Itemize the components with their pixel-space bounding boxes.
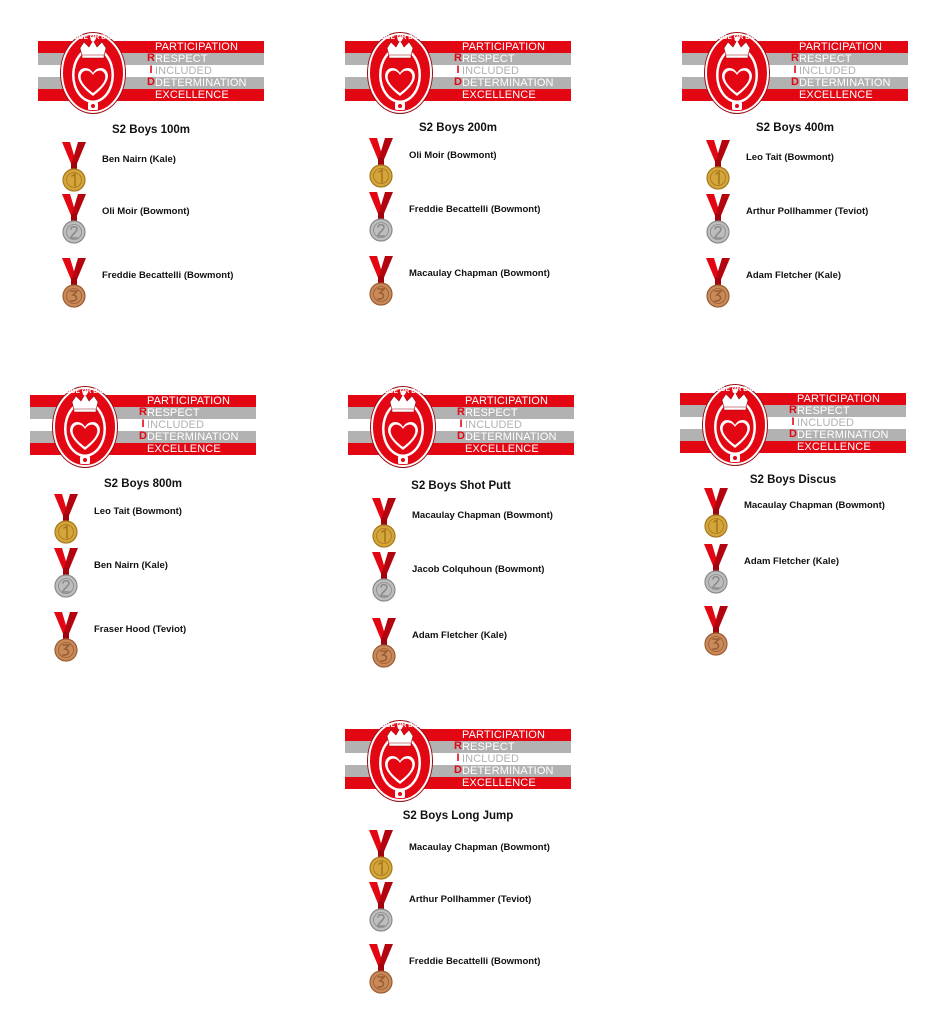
pride-value-word: EXCELLENCE: [147, 443, 221, 455]
pride-letter: D: [789, 428, 797, 440]
school-crest-icon: [365, 718, 435, 804]
event-block: [348, 390, 608, 670]
silver-medal-icon: [370, 552, 398, 606]
school-crest-icon: [58, 30, 128, 116]
crest-motto: DOE OR DIE: [715, 386, 755, 393]
event-block: [30, 390, 290, 670]
pride-letter: I: [456, 64, 460, 76]
pride-value-word: INCLUDED: [462, 753, 520, 765]
pride-letter: E: [139, 442, 147, 454]
pride-letter: D: [454, 764, 462, 776]
pride-values: [143, 395, 256, 455]
athlete-result: Macaulay Chapman (Bowmont): [412, 510, 553, 521]
pride-banner: [30, 390, 256, 468]
pride-value-word: INCLUDED: [799, 65, 857, 77]
bronze-medal-icon: [370, 618, 398, 672]
pride-letter: I: [456, 752, 460, 764]
pride-values: [151, 41, 264, 101]
school-crest-icon: [702, 30, 772, 116]
silver-medal-icon: [60, 194, 88, 248]
event-title: S2 Boys Discus: [749, 474, 837, 486]
crest-motto: DOE OR DIE: [73, 34, 113, 41]
event-block: [682, 36, 933, 316]
pride-letter: R: [791, 52, 799, 64]
pride-value-word: INCLUDED: [462, 65, 520, 77]
gold-medal-icon: [367, 138, 395, 192]
crest-motto: DOE OR DIE: [717, 34, 757, 41]
pride-value-word: DETERMINATION: [799, 77, 891, 89]
pride-value-word: DETERMINATION: [462, 765, 554, 777]
pride-banner: [345, 36, 571, 114]
athlete-result: Ben Nairn (Kale): [94, 560, 168, 571]
pride-letter: P: [147, 40, 155, 52]
bronze-medal-icon: [367, 944, 395, 998]
pride-value-word: RESPECT: [799, 53, 852, 65]
bronze-medal-icon: [704, 258, 732, 312]
pride-letter: R: [454, 740, 462, 752]
gold-medal-icon: [370, 498, 398, 552]
pride-value-word: INCLUDED: [465, 419, 523, 431]
athlete-result: Freddie Becattelli (Bowmont): [102, 270, 234, 281]
athlete-result: Jacob Colquhoun (Bowmont): [412, 564, 545, 575]
gold-medal-icon: [702, 488, 730, 542]
silver-medal-icon: [52, 548, 80, 602]
pride-letter: E: [789, 440, 797, 452]
athlete-result: Ben Nairn (Kale): [102, 154, 176, 165]
pride-letter: I: [791, 416, 795, 428]
athlete-result: Freddie Becattelli (Bowmont): [409, 204, 541, 215]
pride-letter: D: [791, 76, 799, 88]
pride-letter: R: [457, 406, 465, 418]
pride-values: [793, 393, 906, 453]
event-title: S2 Boys Shot Putt: [411, 480, 511, 492]
pride-letter: R: [454, 52, 462, 64]
pride-letter: I: [149, 64, 153, 76]
pride-value-word: INCLUDED: [797, 417, 855, 429]
pride-letter: I: [793, 64, 797, 76]
pride-value-word: EXCELLENCE: [799, 89, 873, 101]
pride-letter: D: [139, 430, 147, 442]
silver-medal-icon: [702, 544, 730, 598]
pride-value-word: EXCELLENCE: [465, 443, 539, 455]
pride-letter: D: [454, 76, 462, 88]
pride-letter: D: [457, 430, 465, 442]
pride-value-word: EXCELLENCE: [797, 441, 871, 453]
bronze-medal-icon: [52, 612, 80, 666]
pride-value-word: DETERMINATION: [462, 77, 554, 89]
event-title: S2 Boys 400m: [756, 122, 834, 134]
pride-letter: E: [454, 88, 462, 100]
athlete-result: Adam Fletcher (Kale): [412, 630, 508, 641]
pride-letter: R: [139, 406, 147, 418]
gold-medal-icon: [367, 830, 395, 884]
school-crest-icon: [368, 384, 438, 470]
pride-values: [461, 395, 574, 455]
athlete-result: Macaulay Chapman (Bowmont): [744, 500, 885, 511]
pride-banner: [682, 36, 908, 114]
pride-letter: P: [454, 728, 462, 740]
pride-value-word: RESPECT: [147, 407, 200, 419]
athlete-result: Oli Moir (Bowmont): [409, 150, 497, 161]
school-crest-icon: [700, 382, 770, 468]
silver-medal-icon: [367, 192, 395, 246]
pride-letter: R: [147, 52, 155, 64]
pride-letter: E: [147, 88, 155, 100]
pride-value-word: DETERMINATION: [465, 431, 557, 443]
pride-value-word: DETERMINATION: [147, 431, 239, 443]
pride-value-word: PARTICIPATION: [462, 41, 545, 53]
pride-value-word: RESPECT: [465, 407, 518, 419]
pride-value-word: EXCELLENCE: [462, 89, 536, 101]
pride-value-word: INCLUDED: [155, 65, 213, 77]
silver-medal-icon: [367, 882, 395, 936]
pride-letter: P: [789, 392, 797, 404]
pride-values: [458, 41, 571, 101]
pride-letter: P: [791, 40, 799, 52]
pride-value-word: DETERMINATION: [797, 429, 889, 441]
pride-value-word: PARTICIPATION: [155, 41, 238, 53]
pride-letter: P: [457, 394, 465, 406]
athlete-result: Macaulay Chapman (Bowmont): [409, 268, 550, 279]
pride-banner: [348, 390, 574, 468]
bronze-medal-icon: [60, 258, 88, 312]
crest-motto: DOE OR DIE: [65, 388, 105, 395]
crest-motto: DOE OR DIE: [380, 34, 420, 41]
pride-banner: [345, 724, 571, 802]
athlete-result: Arthur Pollhammer (Teviot): [409, 894, 532, 905]
pride-value-word: EXCELLENCE: [462, 777, 536, 789]
pride-letter: P: [454, 40, 462, 52]
event-block: [345, 36, 605, 316]
pride-value-word: DETERMINATION: [155, 77, 247, 89]
event-title: S2 Boys 800m: [104, 478, 182, 490]
gold-medal-icon: [704, 140, 732, 194]
pride-value-word: RESPECT: [155, 53, 208, 65]
pride-value-word: PARTICIPATION: [797, 393, 880, 405]
event-block: [345, 724, 605, 1004]
pride-letter: E: [457, 442, 465, 454]
athlete-result: Oli Moir (Bowmont): [102, 206, 190, 217]
school-crest-icon: [365, 30, 435, 116]
athlete-result: Adam Fletcher (Kale): [744, 556, 840, 567]
event-title: S2 Boys 200m: [419, 122, 497, 134]
pride-banner: [680, 388, 906, 466]
pride-letter: R: [789, 404, 797, 416]
event-title: S2 Boys 100m: [112, 124, 190, 136]
school-crest-icon: [50, 384, 120, 470]
event-block: [38, 36, 298, 316]
pride-letter: I: [459, 418, 463, 430]
bronze-medal-icon: [702, 606, 730, 660]
pride-value-word: PARTICIPATION: [462, 729, 545, 741]
event-title: S2 Boys Long Jump: [402, 810, 514, 822]
athlete-result: Arthur Pollhammer (Teviot): [746, 206, 869, 217]
pride-value-word: PARTICIPATION: [799, 41, 882, 53]
crest-motto: DOE OR DIE: [380, 722, 420, 729]
pride-value-word: INCLUDED: [147, 419, 205, 431]
crest-motto: DOE OR DIE: [383, 388, 423, 395]
pride-letter: P: [139, 394, 147, 406]
event-block: [680, 388, 933, 668]
pride-banner: [38, 36, 264, 114]
pride-value-word: PARTICIPATION: [147, 395, 230, 407]
bronze-medal-icon: [367, 256, 395, 310]
silver-medal-icon: [704, 194, 732, 248]
pride-value-word: RESPECT: [462, 741, 515, 753]
pride-letter: D: [147, 76, 155, 88]
pride-letter: I: [141, 418, 145, 430]
pride-value-word: RESPECT: [462, 53, 515, 65]
pride-value-word: EXCELLENCE: [155, 89, 229, 101]
gold-medal-icon: [52, 494, 80, 548]
pride-values: [458, 729, 571, 789]
athlete-result: Macaulay Chapman (Bowmont): [409, 842, 550, 853]
pride-letter: E: [454, 776, 462, 788]
gold-medal-icon: [60, 142, 88, 196]
athlete-result: Leo Tait (Bowmont): [94, 506, 182, 517]
pride-value-word: PARTICIPATION: [465, 395, 548, 407]
pride-letter: E: [791, 88, 799, 100]
pride-values: [795, 41, 908, 101]
athlete-result: Freddie Becattelli (Bowmont): [409, 956, 541, 967]
athlete-result: Adam Fletcher (Kale): [746, 270, 842, 281]
pride-value-word: RESPECT: [797, 405, 850, 417]
athlete-result: Leo Tait (Bowmont): [746, 152, 834, 163]
athlete-result: Fraser Hood (Teviot): [94, 624, 187, 635]
